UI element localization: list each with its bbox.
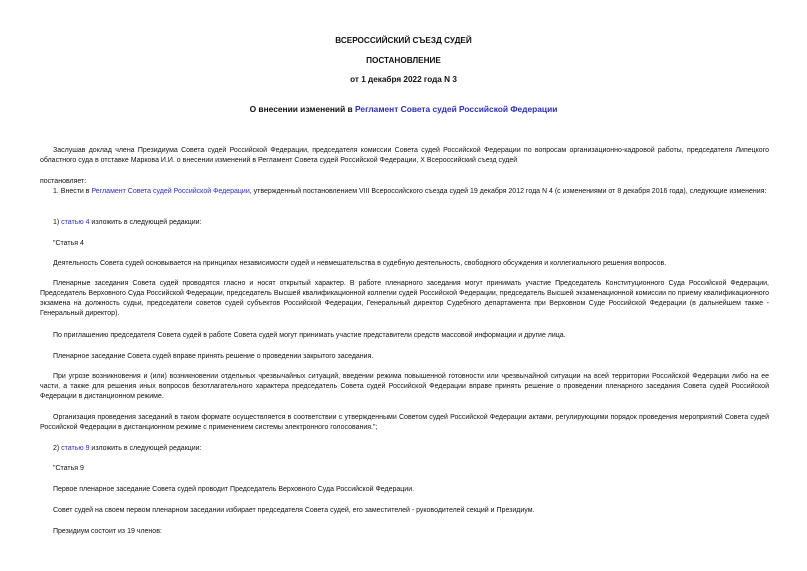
article-4-title: "Статья 4 bbox=[53, 240, 84, 247]
item-1-prefix: 1. Внести в bbox=[53, 188, 92, 195]
subitem-1-prefix: 1) bbox=[53, 219, 62, 226]
postanovlyaet-label: постановляет: bbox=[40, 178, 87, 185]
item-1-suffix: , утвержденный постановлением VIII Всероссийского съезда судей 19 декабря 2012 года N 4 (с изменениями от 8 декабря 2016 года), следующие изменения: bbox=[249, 188, 767, 195]
article-9-link[interactable]: статью 9 bbox=[61, 445, 90, 452]
item-1-regulation-link[interactable]: Регламент Совета судей Российской Федерации bbox=[91, 188, 250, 195]
subitem-2-suffix: изложить в следующей редакции: bbox=[89, 445, 202, 452]
org-heading: ВСЕРОССИЙСКИЙ СЪЕЗД СУДЕЙ bbox=[335, 36, 472, 45]
article-9-paragraph-2: Совет судей на своем первом пленарном заседании избирает председателя Совета судей, его заместителей - руководителей секций и Президиум. bbox=[53, 507, 535, 514]
article-9-title: "Статья 9 bbox=[53, 465, 84, 472]
intro-paragraph: Заслушав доклад члена Президиума Совета судей Российской Федерации, председателя комиссии Совета судей Российской Федерации по вопросам организационно-кадровой работы, председателя Липецкого областного суда в отставке Маркова И.И. о внесении изменений в Регламент Совета судей Российской Федерации, X Всероссийский съезд судей bbox=[40, 147, 769, 164]
subitem-1-suffix: изложить в следующей редакции: bbox=[89, 219, 202, 226]
item-1-paragraph bbox=[40, 187, 769, 197]
title-prefix: О внесении изменений в bbox=[249, 104, 356, 114]
subitem-2-prefix: 2) bbox=[53, 445, 62, 452]
document-title bbox=[0, 104, 807, 114]
subitem-1-paragraph bbox=[40, 218, 769, 228]
subitem-2-paragraph bbox=[40, 444, 769, 454]
article-4-paragraph-2: Пленарные заседания Совета судей проводятся гласно и носят открытый характер. В работе пленарного заседания могут принимать участие Председатель Конституционного Суда Российской Федерации, Председатель Верховного Суда Российской Федерации, председатель Высшей квалификационной коллегии судей Российской Федерации, председатель Высшей экзаменационной комиссии по приему квалификационного экзамена на должность судьи, председатели советов судей субъектов Российской Федерации, Генеральный директор Судебного департамента при Верховном Суде Российской Федерации (в дальнейшем также - Генеральный директор). bbox=[40, 280, 769, 317]
article-4-paragraph-3: По приглашению председателя Совета судей в работе Совета судей могут принимать участие представители средств массовой информации и другие лица. bbox=[53, 332, 566, 339]
doc-type-heading: ПОСТАНОВЛЕНИЕ bbox=[366, 56, 441, 65]
article-4-paragraph-6: Организация проведения заседаний в таком формате осуществляется в соответствии с утвержденными Советом судей Российской Федерации актами, регулирующими порядок проведения мероприятий Совета судей Российской Федерации в дистанционном режиме с применением системы электронного голосования."; bbox=[40, 414, 769, 431]
date-number-heading: от 1 декабря 2022 года N 3 bbox=[350, 75, 457, 84]
article-9-paragraph-1: Первое пленарное заседание Совета судей проводит Председатель Верховного Суда Российской Федерации. bbox=[53, 486, 415, 493]
article-9-paragraph-3: Президиум состоит из 19 членов: bbox=[53, 528, 162, 535]
article-4-paragraph-5: При угрозе возникновения и (или) возникновении отдельных чрезвычайных ситуаций, введении режима повышенной готовности или чрезвычайной ситуации на всей территории Российской Федерации либо на ее части, а также для решения иных вопросов безотлагательного характера председатель Совета судей Российской Федерации вправе принять решение о проведении пленарного заседания Совета судей Российской Федерации в дистанционном режиме. bbox=[40, 373, 769, 400]
title-regulation-link[interactable]: Регламент Совета судей Российской Федерации bbox=[355, 104, 558, 114]
article-4-paragraph-4: Пленарное заседание Совета судей вправе принять решение о проведении закрытого заседания. bbox=[53, 353, 374, 360]
article-4-link[interactable]: статью 4 bbox=[61, 219, 90, 226]
article-4-paragraph-1: Деятельность Совета судей основывается на принципах независимости судей и невмешательства в судебную деятельность, свободного обсуждения и коллегиального решения вопросов. bbox=[53, 260, 667, 267]
